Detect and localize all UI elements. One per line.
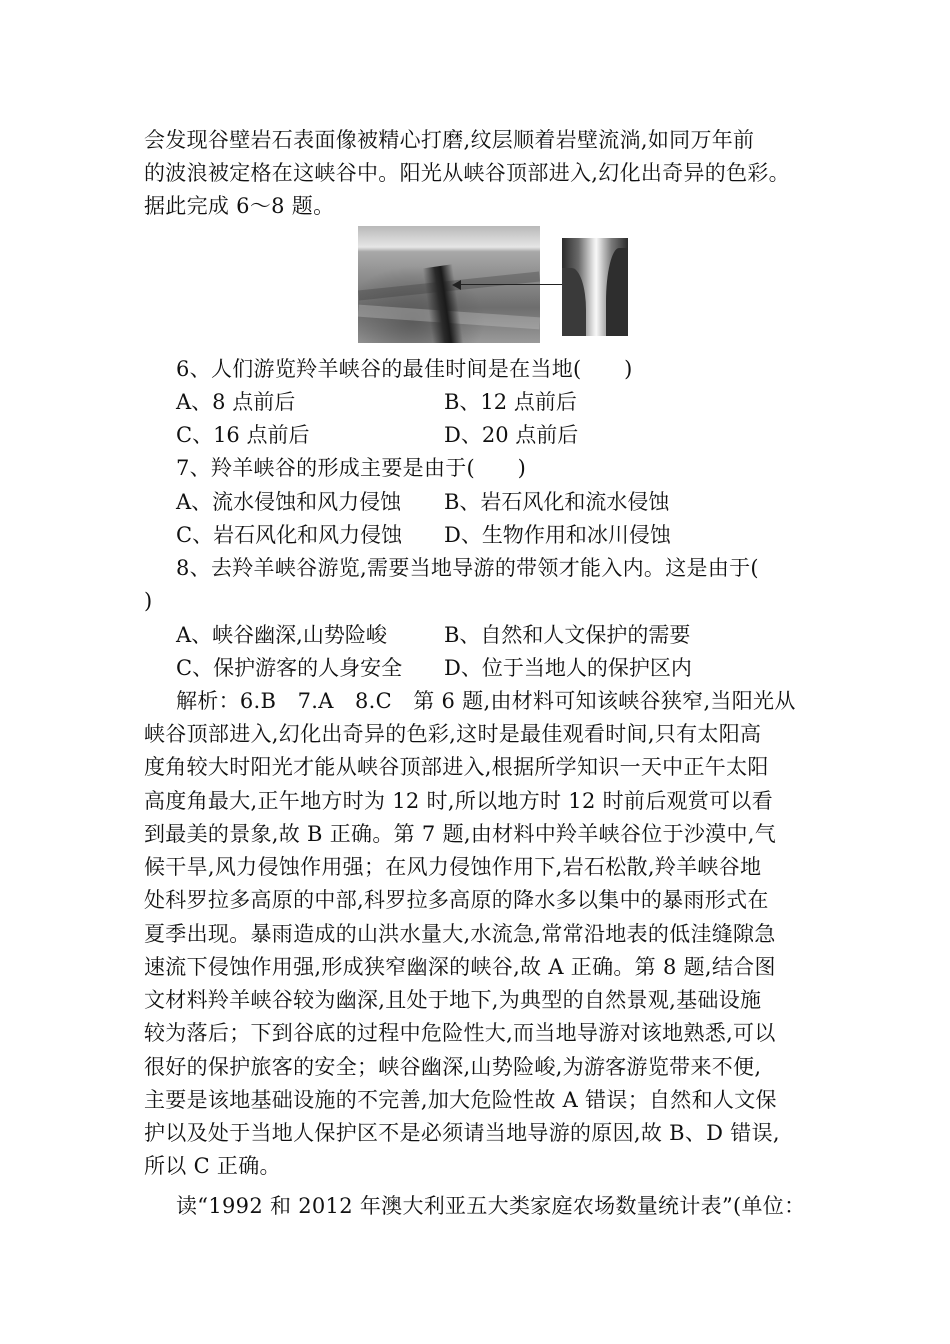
intro-line-2: 的波浪被定格在这峡谷中。阳光从峡谷顶部进入,幻化出奇异的色彩。 (144, 161, 790, 185)
question-6-option-c: C、16 点前后 (176, 423, 310, 447)
canyon-interior-photo (562, 238, 628, 336)
intro-line-1: 会发现谷壁岩石表面像被精心打磨,纹层顺着岩壁流淌,如同万年前 (144, 128, 755, 152)
question-6-option-a: A、8 点前后 (176, 390, 296, 414)
analysis-line: 解析：6.B 7.A 8.C 第 6 题,由材料可知该峡谷狭窄,当阳光从 (176, 689, 796, 713)
question-6-option-d: D、20 点前后 (444, 423, 579, 447)
analysis-line: 文材料羚羊峡谷较为幽深,且处于地下,为典型的自然景观,基础设施 (144, 988, 762, 1012)
analysis-line: 度角较大时阳光才能从峡谷顶部进入,根据所学知识一天中正午太阳 (144, 755, 769, 779)
question-6-option-b: B、12 点前后 (444, 390, 577, 414)
analysis-line: 所以 C 正确。 (144, 1154, 281, 1178)
analysis-line: 护以及处于当地人保护区不是必须请当地导游的原因,故 B、D 错误, (144, 1121, 780, 1145)
question-8-option-b: B、自然和人文保护的需要 (444, 623, 691, 647)
analysis-line: 夏季出现。暴雨造成的山洪水量大,水流急,常常沿地表的低洼缝隙急 (144, 922, 776, 946)
question-6-stem: 6、人们游览羚羊峡谷的最佳时间是在当地( ) (176, 357, 633, 381)
question-7-option-b: B、岩石风化和流水侵蚀 (444, 490, 670, 514)
analysis-line: 峡谷顶部进入,幻化出奇异的色彩,这时是最佳观看时间,只有太阳高 (144, 722, 762, 746)
question-8-option-a: A、峡谷幽深,山势险峻 (176, 623, 387, 647)
analysis-line: 候干旱,风力侵蚀作用强；在风力侵蚀作用下,岩石松散,羚羊峡谷地 (144, 855, 762, 879)
analysis-line: 主要是该地基础设施的不完善,加大危险性故 A 错误；自然和人文保 (144, 1088, 777, 1112)
arrow-left-icon (452, 280, 461, 290)
question-7-option-a: A、流水侵蚀和风力侵蚀 (176, 490, 402, 514)
analysis-line: 高度角最大,正午地方时为 12 时,所以地方时 12 时前后观赏可以看 (144, 789, 773, 813)
analysis-line: 速流下侵蚀作用强,形成狭窄幽深的峡谷,故 A 正确。第 8 题,结合图 (144, 955, 776, 979)
canyon-figure (358, 226, 632, 343)
question-8-stem: 8、去羚羊峡谷游览,需要当地导游的带领才能入内。这是由于( (176, 556, 759, 580)
question-7-stem: 7、羚羊峡谷的形成主要是由于( ) (176, 456, 527, 480)
analysis-line: 很好的保护旅客的安全；峡谷幽深,山势险峻,为游客游览带来不便, (144, 1055, 762, 1079)
question-8-stem-cont: ) (144, 589, 153, 613)
question-8-option-d: D、位于当地人的保护区内 (444, 656, 692, 680)
next-question-intro: 读“1992 和 2012 年澳大利亚五大类家庭农场数量统计表”(单位： (176, 1194, 806, 1218)
analysis-line: 较为落后；下到谷底的过程中危险性大,而当地导游对该地熟悉,可以 (144, 1021, 776, 1045)
analysis-line: 到最美的景象,故 B 正确。第 7 题,由材料中羚羊峡谷位于沙漠中,气 (144, 822, 777, 846)
arrow-line (454, 284, 562, 285)
intro-line-3: 据此完成 6～8 题。 (144, 194, 335, 218)
analysis-line: 处科罗拉多高原的中部,科罗拉多高原的降水多以集中的暴雨形式在 (144, 888, 769, 912)
question-7-option-d: D、生物作用和冰川侵蚀 (444, 523, 671, 547)
question-8-option-c: C、保护游客的人身安全 (176, 656, 403, 680)
question-7-option-c: C、岩石风化和风力侵蚀 (176, 523, 403, 547)
